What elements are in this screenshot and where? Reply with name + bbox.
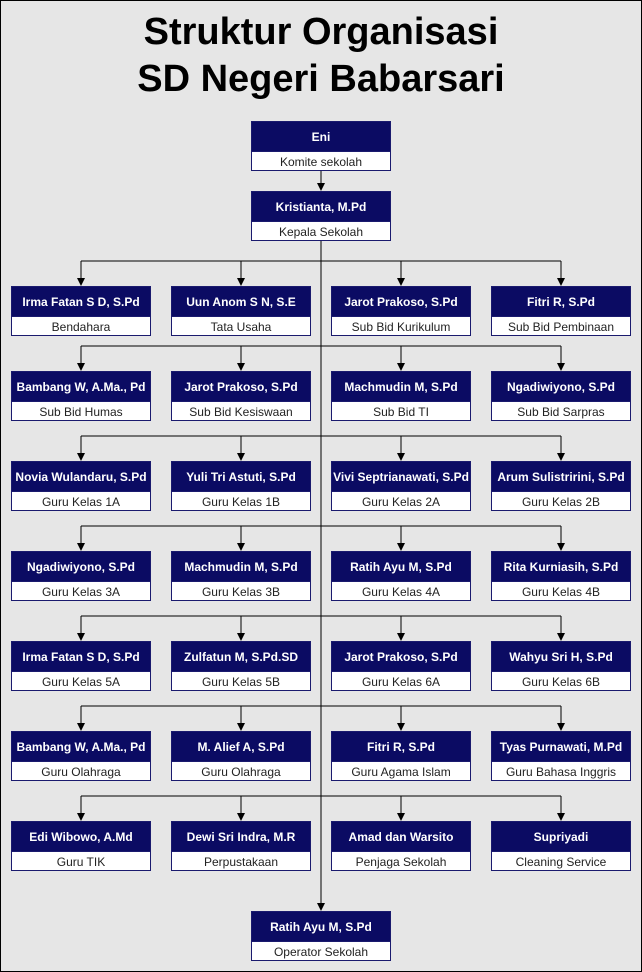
org-box <box>491 286 631 336</box>
member-name: Tyas Purnawati, M.Pd <box>492 732 630 761</box>
member-name: Bambang W, A.Ma., Pd <box>12 372 150 401</box>
member-role: Operator Sekolah <box>252 941 390 961</box>
member-role: Sub Bid Pembinaan <box>492 316 630 336</box>
member-role: Guru Kelas 1B <box>172 491 310 511</box>
member-name: Supriyadi <box>492 822 630 851</box>
member-role: Guru Kelas 6B <box>492 671 630 691</box>
org-box <box>171 731 311 781</box>
member-name: Ratih Ayu M, S.Pd <box>252 912 390 941</box>
member-name: Irma Fatan S D, S.Pd <box>12 642 150 671</box>
member-role: Guru Kelas 3B <box>172 581 310 601</box>
member-name: Novia Wulandaru, S.Pd <box>12 462 150 491</box>
org-box <box>171 551 311 601</box>
member-role: Guru Kelas 4B <box>492 581 630 601</box>
member-name: Irma Fatan S D, S.Pd <box>12 287 150 316</box>
member-name: Jarot Prakoso, S.Pd <box>172 372 310 401</box>
member-role: Guru Kelas 4A <box>332 581 470 601</box>
org-box <box>331 641 471 691</box>
member-role: Guru Kelas 2B <box>492 491 630 511</box>
org-box <box>331 461 471 511</box>
member-name: Machmudin M, S.Pd <box>172 552 310 581</box>
member-role: Guru Kelas 2A <box>332 491 470 511</box>
org-box <box>171 461 311 511</box>
member-role: Sub Bid TI <box>332 401 470 421</box>
org-box <box>11 461 151 511</box>
member-name: Jarot Prakoso, S.Pd <box>332 287 470 316</box>
member-role: Sub Bid Kurikulum <box>332 316 470 336</box>
org-box <box>11 286 151 336</box>
member-role: Guru TIK <box>12 851 150 871</box>
member-name: Wahyu Sri H, S.Pd <box>492 642 630 671</box>
member-name: Edi Wibowo, A.Md <box>12 822 150 851</box>
member-name: Jarot Prakoso, S.Pd <box>332 642 470 671</box>
member-name: Arum Sulistririni, S.Pd <box>492 462 630 491</box>
member-name: Rita Kurniasih, S.Pd <box>492 552 630 581</box>
member-role: Guru Olahraga <box>12 761 150 781</box>
org-box-operator-sekolah <box>251 911 391 961</box>
member-role: Guru Kelas 6A <box>332 671 470 691</box>
chart-title-line2: SD Negeri Babarsari <box>137 58 505 100</box>
org-box <box>171 641 311 691</box>
org-box <box>491 641 631 691</box>
member-name: Dewi Sri Indra, M.R <box>172 822 310 851</box>
member-name: Amad dan Warsito <box>332 822 470 851</box>
org-box <box>491 371 631 421</box>
org-box <box>11 821 151 871</box>
member-role: Guru Bahasa Inggris <box>492 761 630 781</box>
member-name: Kristianta, M.Pd <box>252 192 390 221</box>
member-name: Uun Anom S N, S.E <box>172 287 310 316</box>
chart-title-line1: Struktur Organisasi <box>143 11 499 53</box>
member-role: Sub Bid Sarpras <box>492 401 630 421</box>
org-box <box>491 731 631 781</box>
member-role: Guru Kelas 3A <box>12 581 150 601</box>
org-box <box>171 286 311 336</box>
member-role: Perpustakaan <box>172 851 310 871</box>
member-name: Yuli Tri Astuti, S.Pd <box>172 462 310 491</box>
member-role: Guru Kelas 5A <box>12 671 150 691</box>
org-box-kepala-sekolah <box>251 191 391 241</box>
member-name: Ratih Ayu M, S.Pd <box>332 552 470 581</box>
member-name: Vivi Septrianawati, S.Pd <box>332 462 470 491</box>
member-name: Fitri R, S.Pd <box>492 287 630 316</box>
member-name: Bambang W, A.Ma., Pd <box>12 732 150 761</box>
org-box <box>11 371 151 421</box>
member-name: Fitri R, S.Pd <box>332 732 470 761</box>
member-role: Guru Olahraga <box>172 761 310 781</box>
org-box <box>171 821 311 871</box>
org-box <box>491 461 631 511</box>
member-name: Eni <box>252 122 390 151</box>
member-role: Penjaga Sekolah <box>332 851 470 871</box>
member-name: Zulfatun M, S.Pd.SD <box>172 642 310 671</box>
member-name: Ngadiwiyono, S.Pd <box>12 552 150 581</box>
member-role: Sub Bid Kesiswaan <box>172 401 310 421</box>
org-box <box>331 551 471 601</box>
org-box <box>331 731 471 781</box>
org-box <box>11 731 151 781</box>
org-box <box>11 641 151 691</box>
member-role: Guru Kelas 1A <box>12 491 150 511</box>
member-role: Sub Bid Humas <box>12 401 150 421</box>
member-name: Ngadiwiyono, S.Pd <box>492 372 630 401</box>
org-box <box>171 371 311 421</box>
member-role: Cleaning Service <box>492 851 630 871</box>
member-name: M. Alief A, S.Pd <box>172 732 310 761</box>
member-role: Guru Kelas 5B <box>172 671 310 691</box>
member-name: Machmudin M, S.Pd <box>332 372 470 401</box>
org-box <box>11 551 151 601</box>
member-role: Guru Agama Islam <box>332 761 470 781</box>
member-role: Bendahara <box>12 316 150 336</box>
org-box <box>491 821 631 871</box>
org-box <box>331 821 471 871</box>
org-box <box>331 286 471 336</box>
member-role: Tata Usaha <box>172 316 310 336</box>
org-box <box>331 371 471 421</box>
org-box-komite <box>251 121 391 171</box>
org-box <box>491 551 631 601</box>
member-role: Komite sekolah <box>252 151 390 171</box>
member-role: Kepala Sekolah <box>252 221 390 241</box>
